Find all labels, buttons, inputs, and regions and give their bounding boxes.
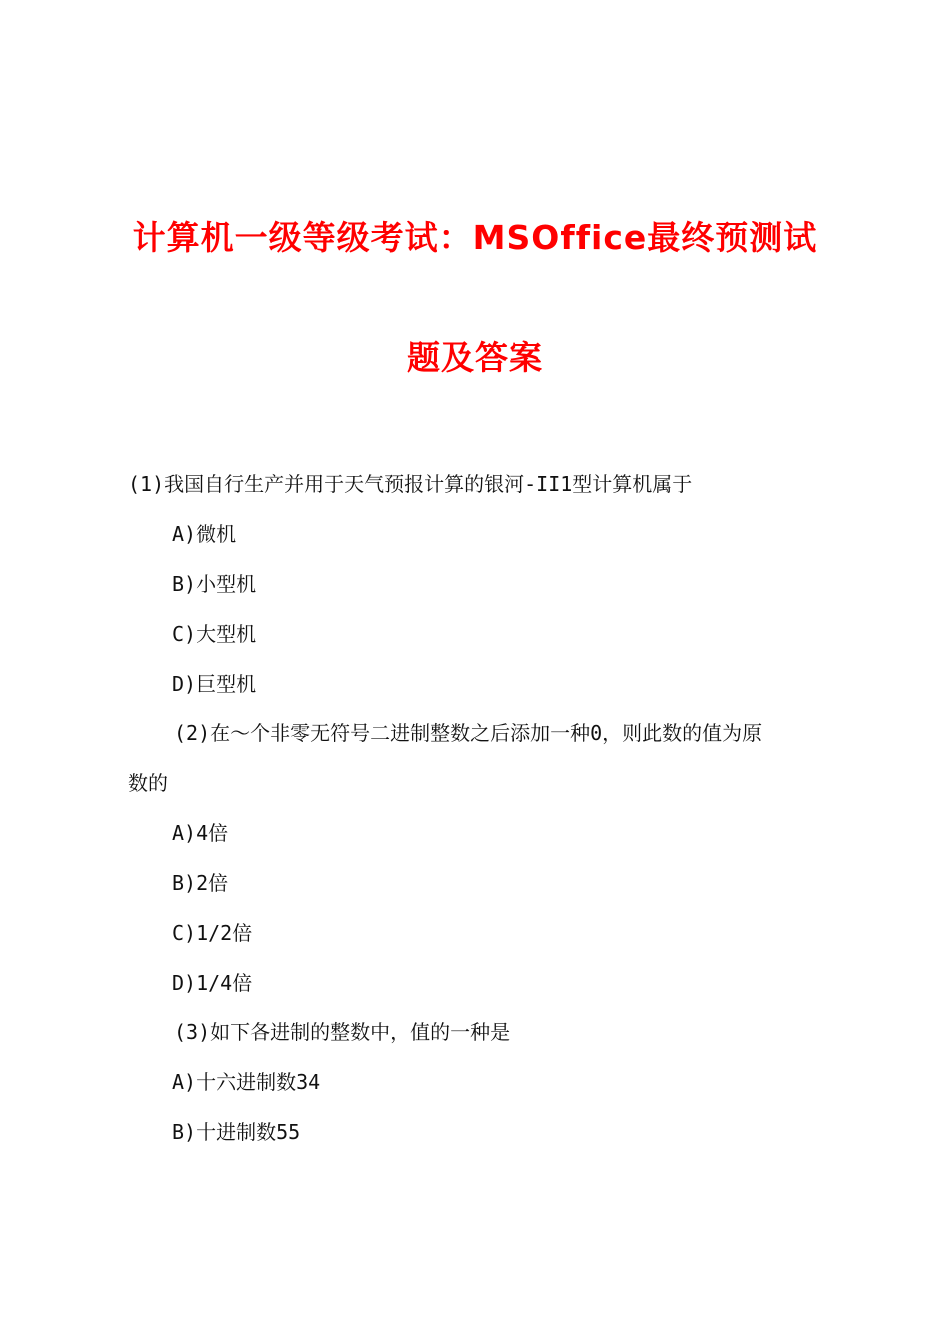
question-3-option-a: A)十六进制数34 (172, 1070, 321, 1094)
question-1-option-b: B)小型机 (172, 572, 257, 596)
doc-title-line-1: 计算机一级等级考试：MSOffice最终预测试 (132, 218, 818, 257)
question-2-option-c: C)1/2倍 (172, 921, 253, 945)
question-2-stem-continued: 数的 (128, 771, 168, 795)
question-2-stem: (2)在～个非零无符号二进制整数之后添加一种0，则此数的值为原 (174, 721, 763, 745)
doc-title-line-2: 题及答案 (407, 338, 543, 377)
question-3-stem: (3)如下各进制的整数中，值的一种是 (174, 1020, 511, 1044)
question-1-option-c: C)大型机 (172, 622, 257, 646)
question-1-option-a: A)微机 (172, 522, 237, 546)
question-1-stem: (1)我国自行生产并用于天气预报计算的银河-II1型计算机属于 (128, 472, 693, 496)
question-2-option-b: B)2倍 (172, 871, 229, 895)
question-1-option-d: D)巨型机 (172, 672, 257, 696)
question-2-option-d: D)1/4倍 (172, 971, 253, 995)
question-2-option-a: A)4倍 (172, 821, 229, 845)
question-3-option-b: B)十进制数55 (172, 1120, 301, 1144)
